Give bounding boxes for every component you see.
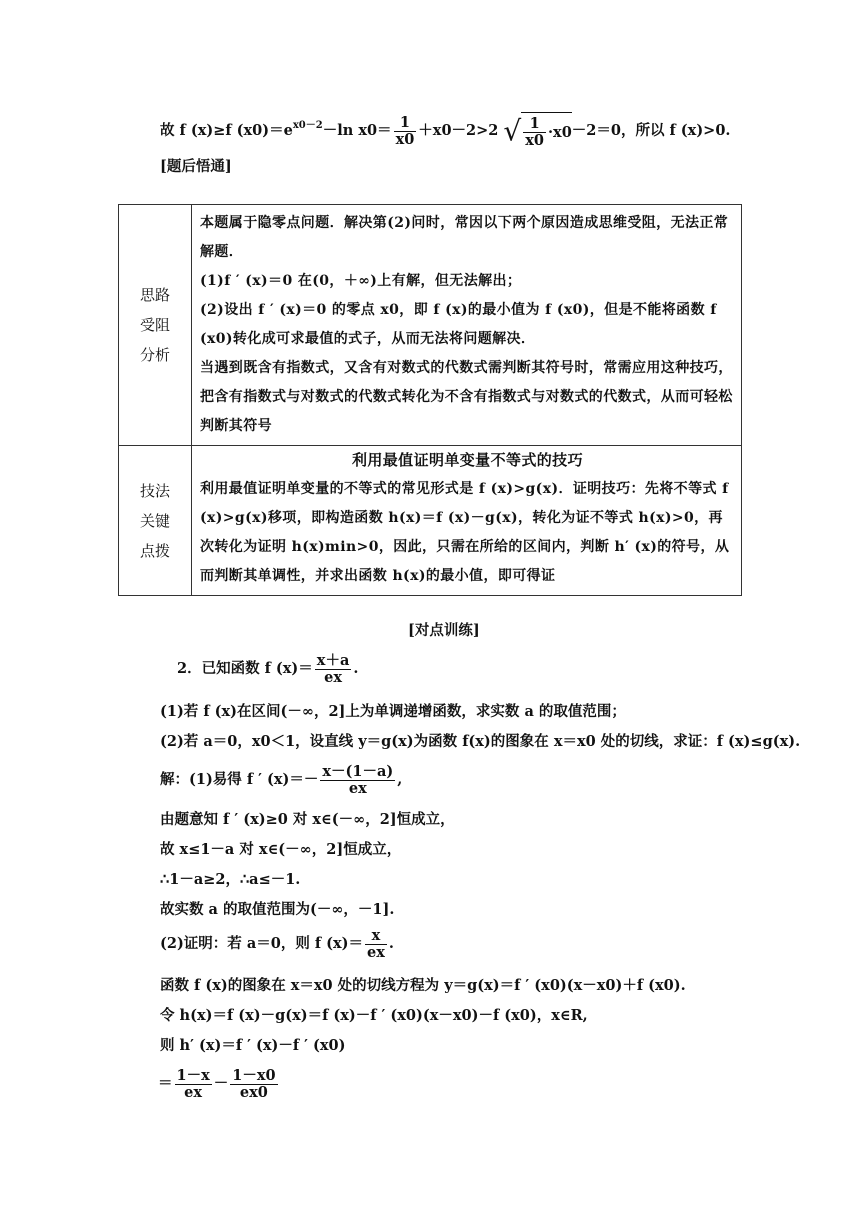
problem-stem xyxy=(177,651,358,687)
question-1: (1)若 f (x)在区间(－∞，2]上为单调递增函数，求实数 a 的取值范围； xyxy=(160,703,626,720)
exponent: x0－2 xyxy=(292,120,323,131)
label-line: 思路 xyxy=(139,286,170,304)
technique-paragraph: 利用最值证明单变量的不等式的常见形式是 f (x)>g(x)．证明技巧：先将不等式 f (x)>g(x)移项，即构造函数 h(x)＝f (x)－g(x)，转化为证不等式 h(x)>0，再次转化为证明 h(x)min>0，因此，只需在所给的区间内，判断 h′ (x)的符号，从而判断其单调性，并求出函数 h(x)的最小值，即可得证 xyxy=(200,481,730,584)
fraction-numerator: 1 xyxy=(523,116,546,133)
difference-fraction-1 xyxy=(175,1068,212,1101)
table-row xyxy=(119,446,742,596)
row-label-analysis xyxy=(119,205,192,446)
fraction-numerator: 1－x xyxy=(176,1066,210,1084)
sqrt-tail: ·x0 xyxy=(548,123,572,141)
solution-step-2: 由题意知 f ′ (x)≥0 对 x∈(－∞，2]恒成立， xyxy=(160,811,455,828)
conclusion-after: ＋x0－2>2 xyxy=(418,122,499,139)
analysis-paragraph: (1)f ′ (x)＝0 在(0，＋∞)上有解，但无法解出； xyxy=(200,273,522,289)
fraction-numerator: x＋a xyxy=(316,651,350,669)
solution-step-5: 故实数 a 的取值范围为(－∞，－1]. xyxy=(160,901,395,918)
label-line: 技法 xyxy=(139,481,170,500)
fraction-denominator: ex xyxy=(324,668,342,686)
solution-step-1 xyxy=(160,762,402,798)
fraction-denominator: ex0 xyxy=(239,1083,268,1101)
table-row xyxy=(119,205,742,446)
solution-step-4: ∴1－a≥2，∴a≤－1. xyxy=(160,871,301,888)
label-line: 关键 xyxy=(139,511,170,530)
step-end: , xyxy=(397,771,403,788)
fraction-one-over-x0 xyxy=(394,115,417,148)
section-title: [题后悟通] xyxy=(160,158,232,175)
fraction-numerator: 1－x0 xyxy=(232,1066,276,1084)
conclusion-mid: －ln x0＝ xyxy=(322,122,392,139)
step-prefix: (2)证明：若 a＝0，则 f (x)＝ xyxy=(160,935,364,952)
row-label-technique xyxy=(119,446,192,596)
analysis-table xyxy=(118,204,742,596)
analysis-paragraph: 本题属于隐零点问题．解决第(2)问时，常因以下两个原因造成思维受阻，无法正常解题． xyxy=(200,215,729,260)
conclusion-prefix: 故 f (x)≥f (x0)＝e xyxy=(160,122,293,139)
technique-content xyxy=(192,446,742,596)
analysis-paragraph: 当遇到既含有指数式，又含有对数式的代数式需判断其符号时，常需应用这种技巧，把含有指数式与对数式的代数式转化为不含有指数式与对数式的代数式，从而可轻松判断其符号 xyxy=(200,360,733,434)
question-2: (2)若 a＝0，x0＜1，设直线 y＝g(x)为函数 f(x)的图象在 x＝x0 处的切线，求证：f (x)≤g(x). xyxy=(160,733,801,750)
solution-step-7: 函数 f (x)的图象在 x＝x0 处的切线方程为 y＝g(x)＝f ′ (x0)(x－x0)＋f (x0). xyxy=(160,977,686,994)
difference-fraction-2 xyxy=(230,1068,277,1101)
fraction-denominator: x0 xyxy=(395,130,415,148)
technique-title: 利用最值证明单变量不等式的技巧 xyxy=(351,451,583,469)
label-line: 分析 xyxy=(139,346,170,364)
fraction-denominator: x0 xyxy=(525,132,544,149)
fraction-denominator: ex xyxy=(367,943,385,961)
fraction-numerator: 1 xyxy=(394,115,417,132)
radical-icon: √ xyxy=(503,114,522,147)
solution-step-3: 故 x≤1－a 对 x∈(－∞，2]恒成立， xyxy=(160,841,402,858)
step-prefix: 解：(1)易得 f ′ (x)＝－ xyxy=(160,771,319,788)
solution-step-6 xyxy=(160,926,394,962)
stem-prefix: 2．已知函数 f (x)＝ xyxy=(177,660,313,677)
solution-step-10 xyxy=(158,1064,280,1104)
equals-sign: ＝ xyxy=(158,1075,173,1092)
fraction-denominator: ex xyxy=(348,779,367,797)
analysis-content xyxy=(192,205,742,446)
conclusion-end: －2＝0，所以 f (x)>0. xyxy=(571,122,731,139)
minus-sign: － xyxy=(213,1075,229,1092)
analysis-paragraph: (2)设出 f ′ (x)＝0 的零点 x0，即 f (x)的最小值为 f (x0)，但是不能将函数 f (x0)转化成可求最值的式子，从而无法将问题解决． xyxy=(200,302,717,347)
stem-fraction xyxy=(315,653,352,686)
stem-end: . xyxy=(353,660,359,677)
step-end: . xyxy=(388,935,394,952)
practice-title: [对点训练] xyxy=(408,622,480,639)
label-line: 受阻 xyxy=(139,316,170,334)
label-line: 点拨 xyxy=(139,541,170,560)
fraction-numerator: x xyxy=(365,928,387,945)
solution-step-9: 则 h′ (x)＝f ′ (x)－f ′ (x0) xyxy=(160,1037,346,1054)
fraction-numerator: x－(1－a) xyxy=(322,762,394,780)
fraction-denominator: ex xyxy=(184,1083,203,1101)
solution-step-8: 令 h(x)＝f (x)－g(x)＝f (x)－f ′ (x0)(x－x0)－f (x0)，x∈R, xyxy=(160,1007,588,1024)
conclusion-line xyxy=(160,108,730,151)
square-root xyxy=(503,112,571,151)
sqrt-fraction xyxy=(523,116,546,149)
f-fraction xyxy=(365,928,387,961)
derivative-fraction xyxy=(320,764,395,797)
